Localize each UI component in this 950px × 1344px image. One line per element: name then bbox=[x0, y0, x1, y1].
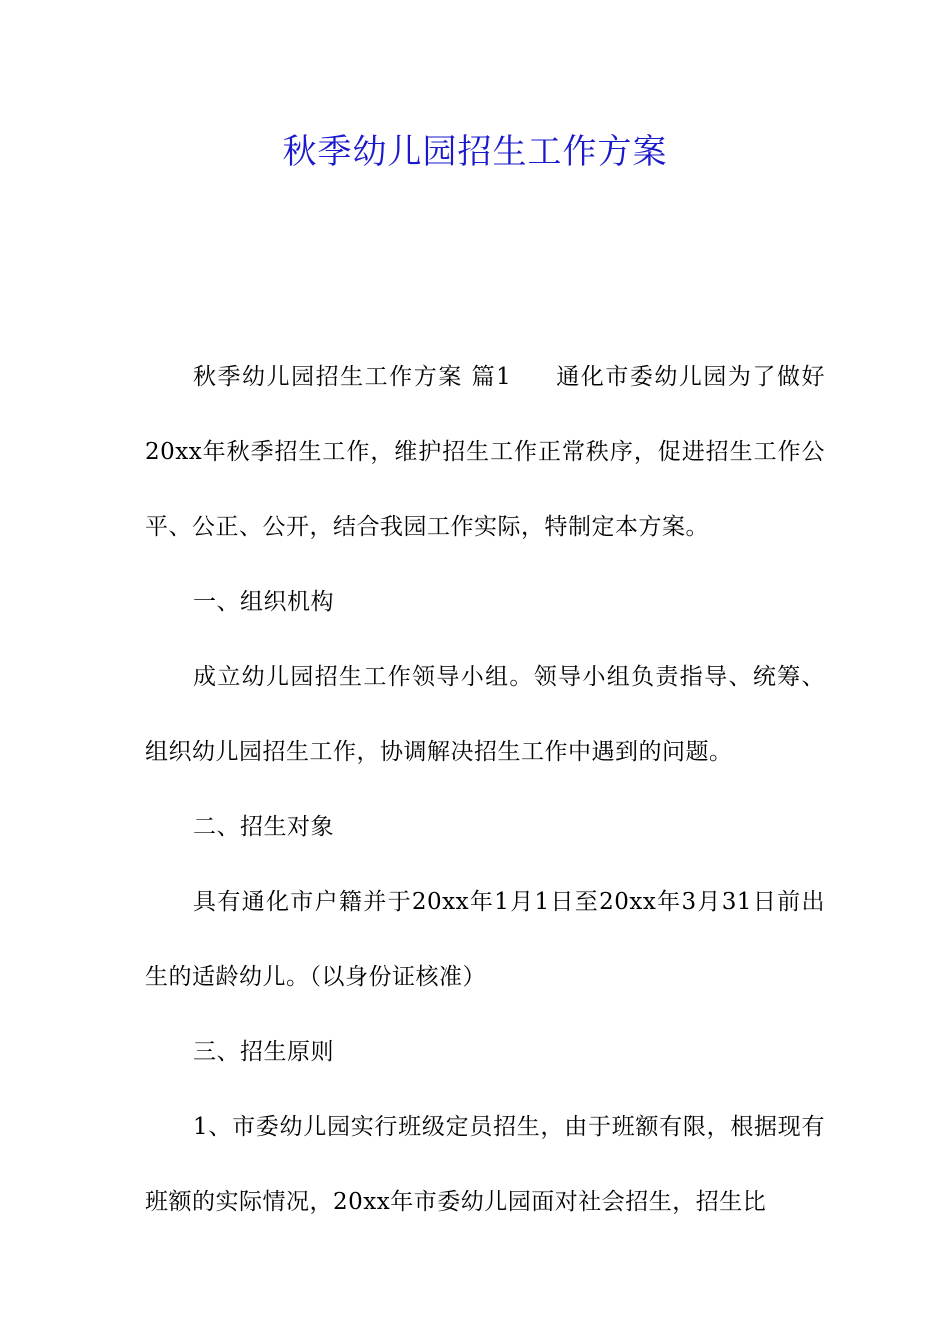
section-text-3: 1、市委幼儿园实行班级定员招生，由于班额有限，根据现有班额的实际情况，20xx年市委幼儿园面对社会招生，招生比 bbox=[145, 1114, 825, 1215]
section-text-1: 成立幼儿园招生工作领导小组。领导小组负责指导、统筹、组织幼儿园招生工作，协调解决招生工作中遇到的问题。 bbox=[145, 664, 825, 765]
intro-text: 通化市委幼儿园为了做好20xx年秋季招生工作，维护招生工作正常秩序，促进招生工作公平、公正、公开，结合我园工作实际，特制定本方案。 bbox=[145, 364, 826, 540]
section-heading-2: 二、招生对象 bbox=[193, 814, 334, 840]
section-text-2: 具有通化市户籍并于20xx年1月1日至20xx年3月31日前出生的适龄幼儿。（以身份证核准） bbox=[145, 889, 825, 990]
intro-heading: 秋季幼儿园招生工作方案 篇1 bbox=[193, 364, 512, 390]
document-title: 秋季幼儿园招生工作方案 bbox=[282, 132, 668, 172]
intro-paragraph bbox=[145, 340, 825, 565]
section-heading-3: 三、招生原则 bbox=[193, 1039, 334, 1065]
document-body bbox=[145, 340, 825, 1240]
section-heading-1: 一、组织机构 bbox=[193, 589, 334, 615]
